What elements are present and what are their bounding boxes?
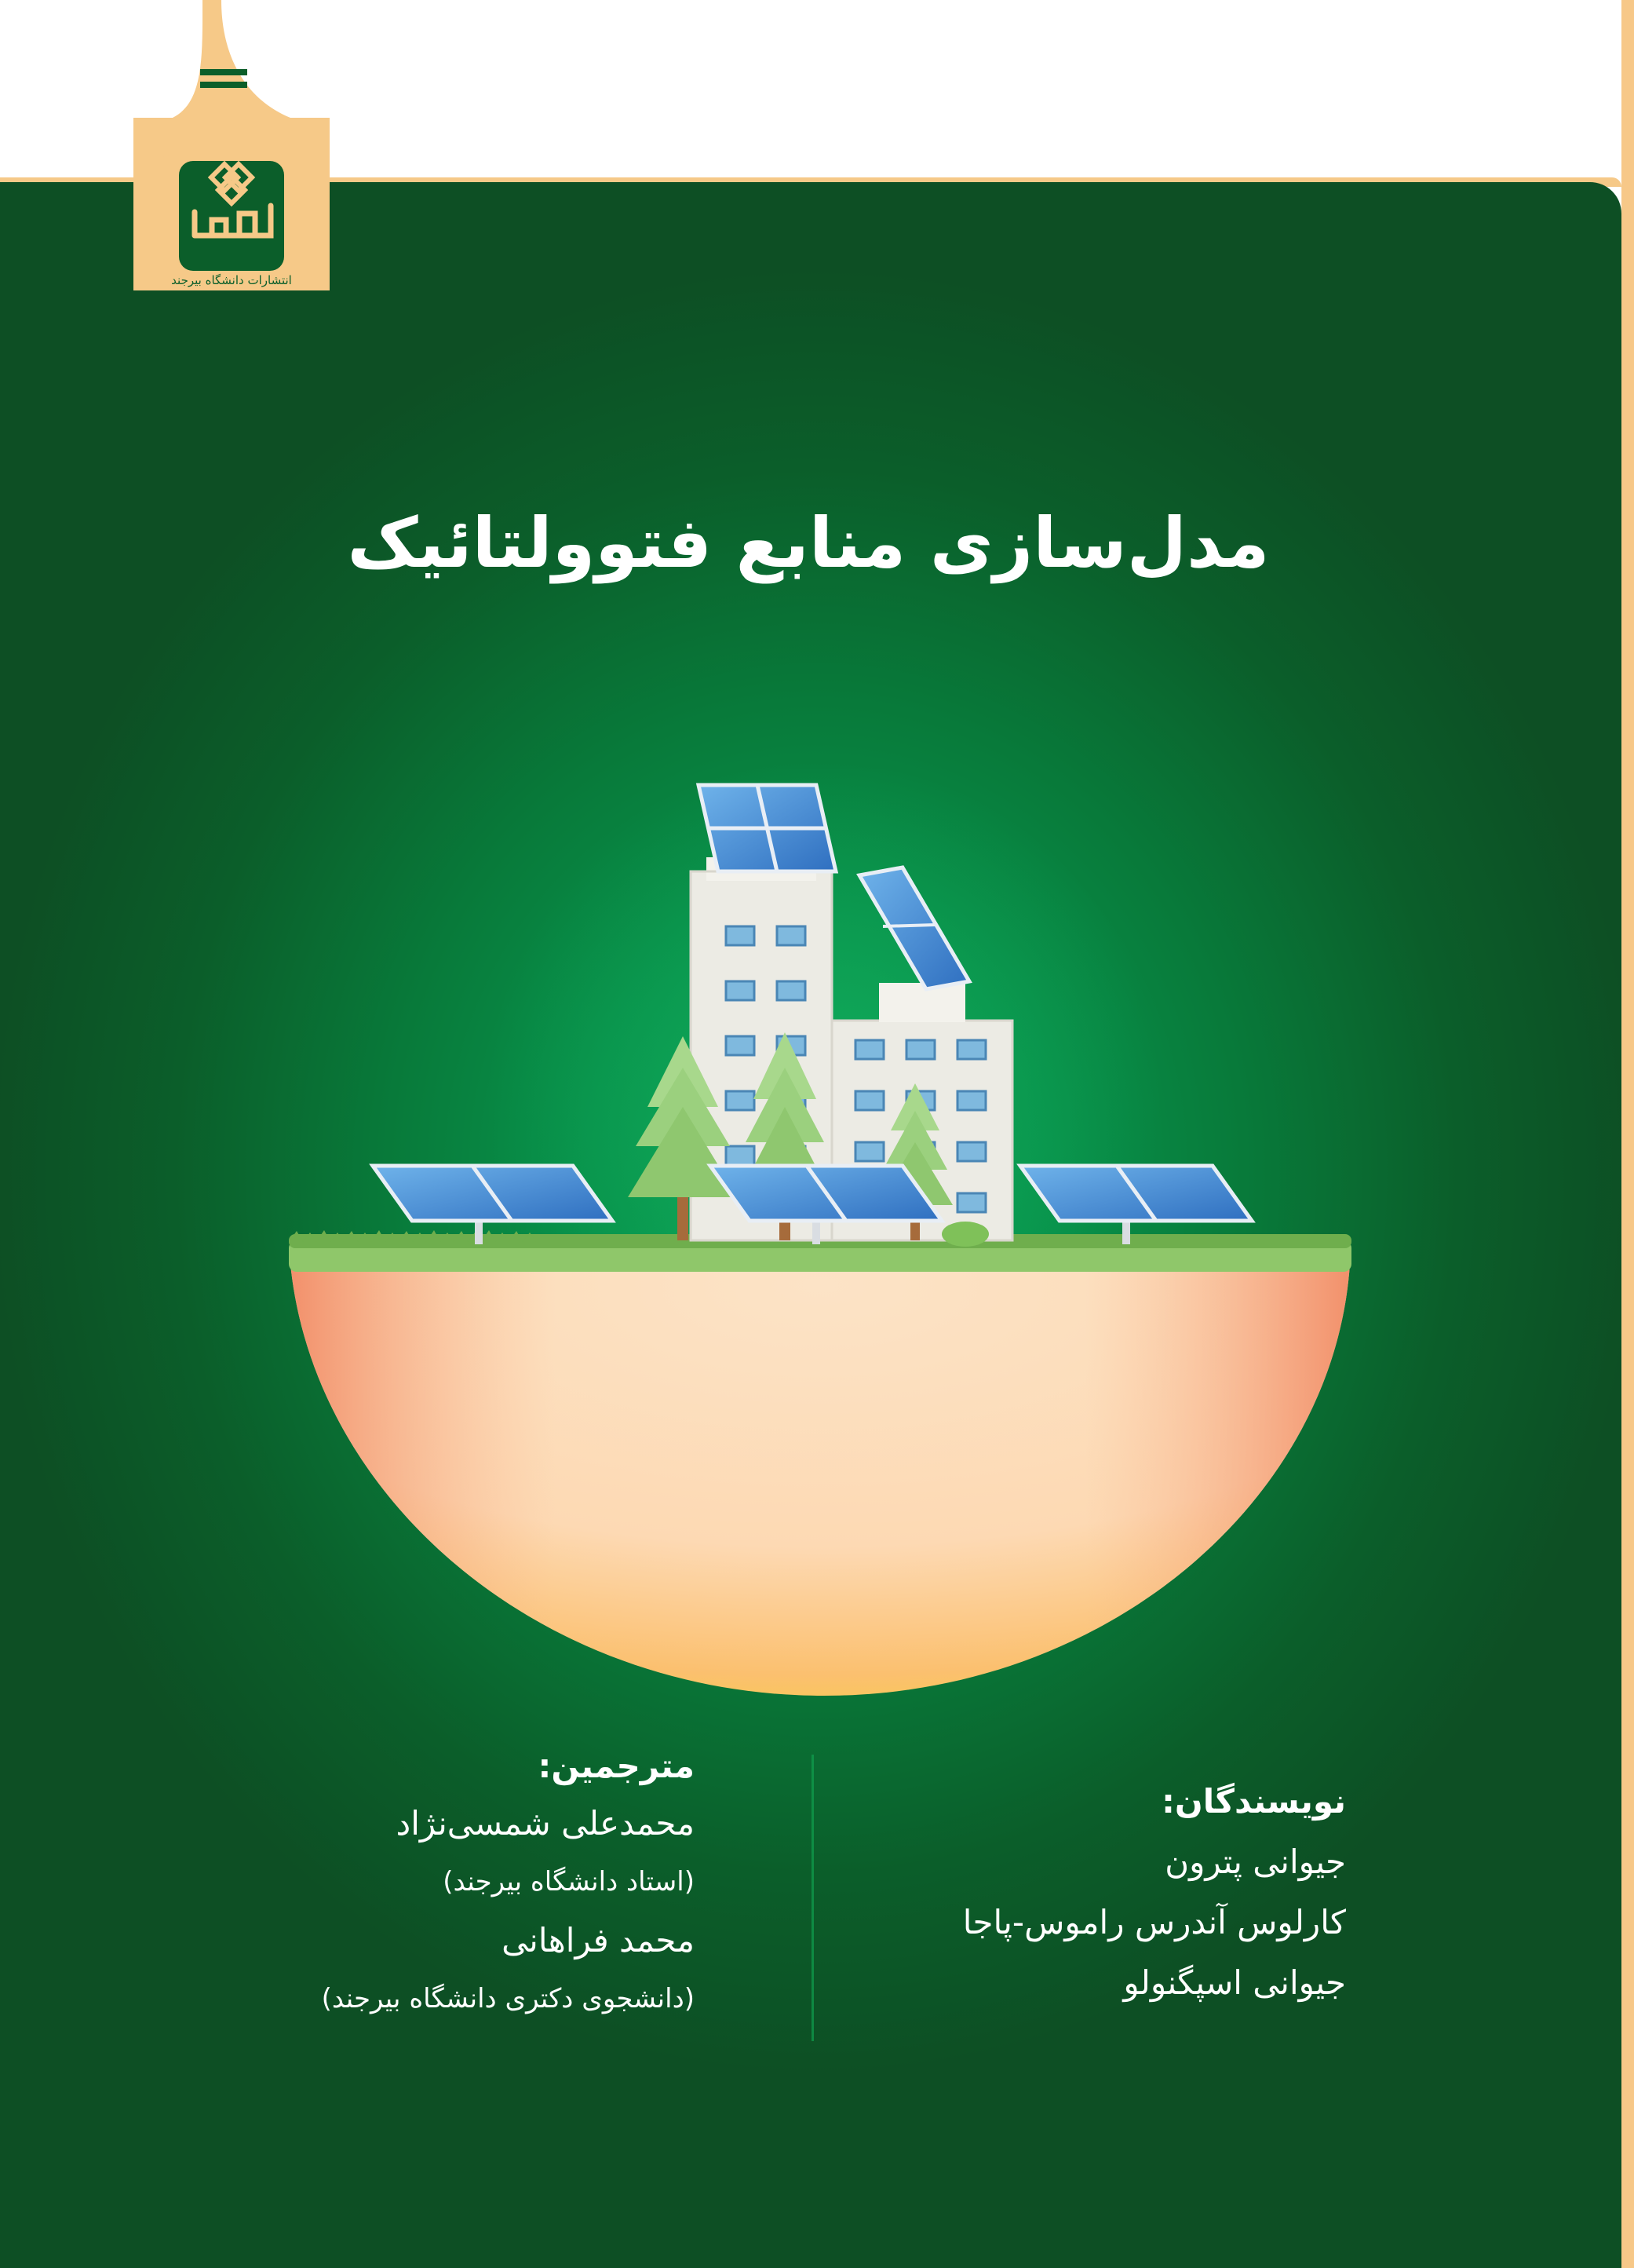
credits-divider [812,1755,814,2041]
translators-block [196,1747,695,2038]
author-name: جیوانی پترون [1165,1843,1346,1881]
author-name: جیوانی اسپگنولو [1123,1963,1346,2002]
authors-heading: نویسندگان: [1162,1782,1346,1821]
translator-affiliation: (استاد دانشگاه بیرجند) [443,1866,695,1897]
publisher-logo [133,0,330,290]
translator-name: محمد فراهانی [502,1921,695,1959]
page-title: مدل‌سازی منابع فتوولتائیک [347,502,1270,583]
authors-block [852,1747,1346,2024]
logo-bar-top [200,69,247,75]
cover-illustration [283,769,1366,1711]
island-bowl [290,1264,1350,1696]
logo-caption: انتشارات دانشگاه بیرجند [171,273,292,287]
translator-name: محمدعلی شمسی‌نژاد [396,1804,695,1843]
logo-bar-bottom [200,82,247,88]
solar-panel-roof-1 [698,785,836,871]
author-name: کارلوس آندرس راموس-پاجا [962,1903,1346,1941]
bush [942,1222,989,1247]
translator-affiliation: (دانشجوی دکتری دانشگاه بیرجند) [321,1983,695,2014]
spine-strip [1621,0,1634,2268]
top-white-card [235,0,1634,177]
translators-heading: مترجمین: [538,1747,695,1785]
